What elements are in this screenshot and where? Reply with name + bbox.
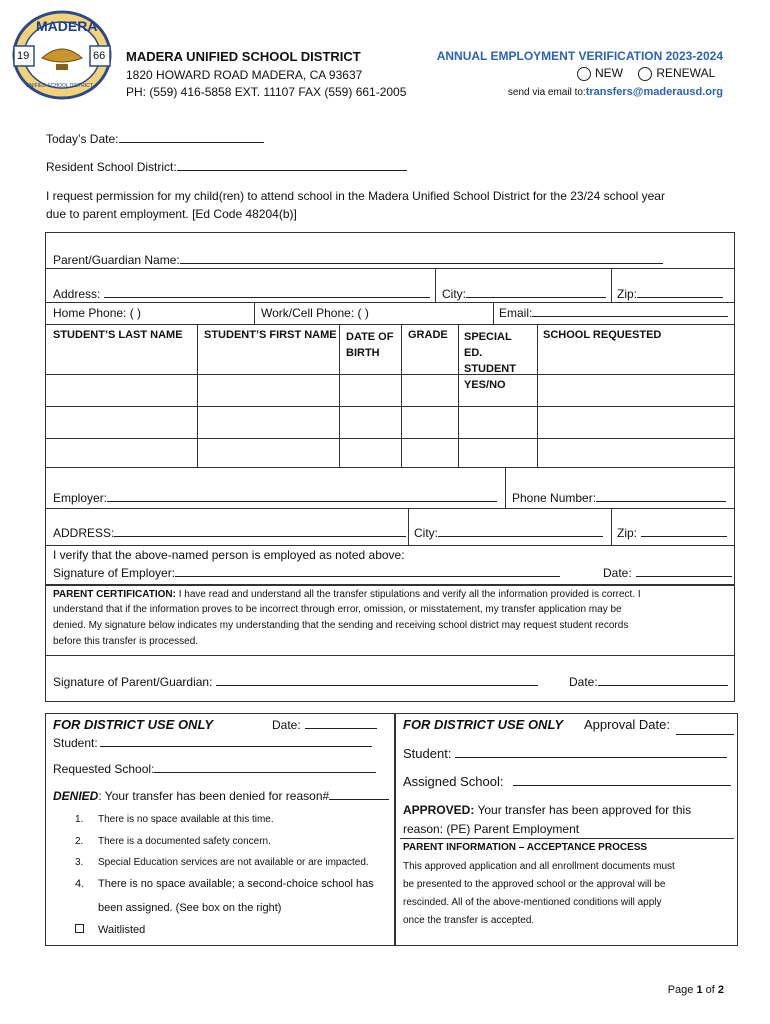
- email-instructions: [508, 86, 723, 98]
- approved-reason: reason: (PE) Parent Employment: [403, 822, 580, 836]
- requested-school-label: Requested School:: [53, 762, 155, 776]
- form-title: ANNUAL EMPLOYMENT VERIFICATION 2023-2024: [436, 49, 723, 63]
- guardian-address-field[interactable]: [53, 287, 430, 301]
- home-phone-field[interactable]: Home Phone: ( ): [53, 306, 142, 320]
- employer-zip-label: Zip:: [617, 526, 638, 540]
- certification-label: PARENT CERTIFICATION:: [53, 589, 176, 600]
- parent-info-title: PARENT INFORMATION – ACCEPTANCE PROCESS: [403, 842, 648, 853]
- district-left-date-field[interactable]: [272, 718, 377, 732]
- seal-year-left: 19: [17, 50, 30, 62]
- employer-city-label: City:: [414, 526, 438, 540]
- col-header-dob: DATE OF BIRTH: [346, 331, 394, 359]
- employer-label: Employer:: [53, 491, 108, 505]
- employer-zip-field[interactable]: [617, 526, 727, 540]
- approval-date-line[interactable]: [676, 734, 734, 735]
- district-use-left-title: FOR DISTRICT USE ONLY: [53, 717, 214, 732]
- col-header-grade: GRADE: [408, 329, 448, 341]
- district-phone: PH: (559) 416-5858 EXT. 11107 FAX (559) 661-2005: [126, 85, 407, 99]
- parent-info-line3: rescinded. All of the above-mentioned conditions will apply: [403, 897, 662, 908]
- waitlisted-option[interactable]: [75, 924, 145, 936]
- guardian-email-label: Email:: [499, 306, 533, 320]
- todays-date-label: Today’s Date:: [46, 132, 119, 146]
- radio-circle-icon: [638, 67, 652, 81]
- request-statement-line1: I request permission for my child(ren) to attend school in the Madera Unified School District for the 23/24 school year: [46, 189, 665, 203]
- waitlisted-label: Waitlisted: [98, 924, 146, 936]
- guardian-zip-field[interactable]: [617, 287, 723, 301]
- parent-info-line4: once the transfer is accepted.: [403, 915, 535, 926]
- assigned-school-label: Assigned School:: [403, 774, 504, 789]
- parent-info-line1: This approved application and all enrollment documents must: [403, 861, 675, 872]
- col-header-special-ed: SPECIAL ED. STUDENT YES/NO: [464, 331, 516, 391]
- page-current: 1: [696, 984, 703, 996]
- denied-text: : Your transfer has been denied for reason#: [98, 789, 330, 803]
- district-left-date-label: Date:: [272, 718, 301, 732]
- employer-verify-statement: I verify that the above-named person is employed as noted above:: [53, 548, 405, 562]
- guardian-address-label: Address:: [53, 287, 101, 301]
- page-number: [668, 984, 724, 996]
- certification-line4: before this transfer is processed.: [53, 636, 199, 647]
- seal-text-top: MADERA: [36, 18, 98, 34]
- employer-phone-label: Phone Number:: [512, 491, 597, 505]
- seal-text-bottom: UNIFIED SCHOOL DISTRICT: [26, 83, 93, 89]
- reason-text-1: There is no space available at this time.: [98, 814, 274, 825]
- guardian-signature-field[interactable]: [53, 675, 538, 689]
- reason-text-4: There is no space available; a second-choice school has: [98, 878, 374, 890]
- guardian-zip-label: Zip:: [617, 287, 638, 301]
- guardian-date-label: Date:: [569, 675, 598, 689]
- employer-field[interactable]: [53, 491, 497, 505]
- todays-date-field[interactable]: [46, 132, 264, 146]
- page-of: of: [702, 984, 718, 996]
- guardian-date-field[interactable]: [569, 675, 728, 689]
- approval-date-label: Approval Date:: [584, 717, 670, 732]
- renewal-radio[interactable]: [638, 66, 715, 80]
- district-left-student-field[interactable]: [53, 736, 372, 750]
- employer-signature-field[interactable]: [53, 566, 560, 580]
- parent-info-line2: be presented to the approved school or the approval will be: [403, 879, 666, 890]
- certification-line3: denied. My signature below indicates my understanding that the sending and receiving school district may request student records: [53, 620, 629, 631]
- reason-num-2: 2.: [75, 836, 84, 847]
- denied-label: DENIED: [53, 789, 99, 803]
- renewal-label: RENEWAL: [656, 66, 716, 80]
- approved-text: Your transfer has been approved for this: [474, 803, 692, 817]
- employer-city-field[interactable]: [414, 526, 603, 540]
- student-row[interactable]: [46, 439, 734, 467]
- certification-line2: understand that if the information proves to be incorrect through error, omission, or misstatement, my transfer application may be: [53, 604, 622, 615]
- col-header-first-name: STUDENT’S FIRST NAME: [204, 329, 337, 341]
- employer-address-field[interactable]: [53, 526, 406, 540]
- approved-statement: [403, 803, 691, 817]
- new-label: NEW: [595, 66, 623, 80]
- approved-label: APPROVED:: [403, 803, 475, 817]
- district-use-right-title: FOR DISTRICT USE ONLY: [403, 717, 564, 732]
- guardian-email-field[interactable]: [499, 306, 728, 320]
- radio-circle-icon: [577, 67, 591, 81]
- assigned-school-field[interactable]: [403, 774, 731, 789]
- district-left-student-label: Student:: [53, 736, 98, 750]
- reason-text-4-cont: been assigned. (See box on the right): [98, 902, 282, 914]
- guardian-name-field[interactable]: [53, 253, 663, 267]
- reason-text-3: Special Education services are not available or are impacted.: [98, 857, 369, 868]
- student-row[interactable]: [46, 407, 734, 437]
- reason-text-2: There is a documented safety concern.: [98, 836, 271, 847]
- guardian-name-label: Parent/Guardian Name:: [53, 253, 180, 267]
- page-prefix: Page: [667, 984, 697, 996]
- guardian-signature-label: Signature of Parent/Guardian:: [53, 675, 213, 689]
- reason-num-4: 4.: [75, 878, 85, 890]
- district-right-student-field[interactable]: [403, 746, 727, 761]
- district-seal: [12, 10, 112, 100]
- application-type-options: [577, 66, 715, 81]
- student-row[interactable]: [46, 375, 734, 405]
- email-prefix: send via email to:: [507, 87, 586, 98]
- email-link[interactable]: transfers@maderausd.org: [585, 86, 723, 98]
- page-total: 2: [717, 984, 724, 996]
- guardian-city-label: City:: [442, 287, 466, 301]
- employer-date-field[interactable]: [603, 566, 732, 580]
- certification-line1: [53, 589, 641, 600]
- col-header-last-name: STUDENT’S LAST NAME: [53, 329, 183, 341]
- district-name: MADERA UNIFIED SCHOOL DISTRICT: [126, 49, 361, 64]
- requested-school-field[interactable]: [53, 762, 376, 776]
- district-address: 1820 HOWARD ROAD MADERA, CA 93637: [126, 68, 363, 82]
- seal-year-right: 66: [93, 50, 106, 62]
- new-radio[interactable]: [577, 66, 623, 80]
- employer-phone-field[interactable]: [512, 491, 726, 505]
- certification-text-line1: I have read and understand all the transfer stipulations and verify all the information provided is correct. I: [175, 589, 641, 600]
- resident-district-label: Resident School District:: [46, 160, 177, 174]
- guardian-city-field[interactable]: [442, 287, 606, 301]
- employer-address-label: ADDRESS:: [53, 526, 115, 540]
- employer-signature-label: Signature of Employer:: [53, 566, 176, 580]
- col-header-school-requested: SCHOOL REQUESTED: [543, 329, 662, 341]
- request-statement-line2: due to parent employment. [Ed Code 48204(b)]: [46, 207, 297, 221]
- work-phone-field[interactable]: Work/Cell Phone: ( ): [261, 306, 369, 320]
- checkbox-icon: [75, 924, 84, 933]
- resident-district-field[interactable]: [46, 160, 407, 174]
- reason-num-3: 3.: [75, 857, 84, 868]
- denied-reason-field[interactable]: [53, 789, 389, 803]
- employer-date-label: Date:: [603, 566, 632, 580]
- reason-num-1: 1.: [75, 814, 84, 825]
- district-right-student-label: Student:: [403, 746, 452, 761]
